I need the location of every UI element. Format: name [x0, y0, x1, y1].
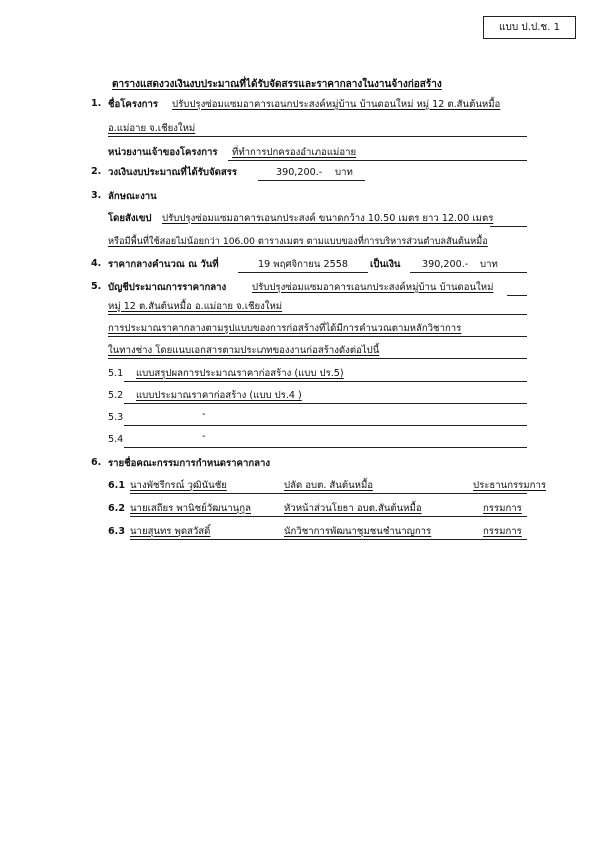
document-title: ตารางแสดงวงเงินงบประมาณที่ได้รับจัดสรรและราคากลางในงานจ้างก่อสร้าง [112, 79, 442, 90]
member-6-2-rule [130, 516, 527, 517]
work-summary-line1: ปรับปรุงซ่อมแซมอาคารเอนกประสงค์ ขนาดกว้าง 10.50 เมตร ยาว 12.00 เมตร [162, 213, 494, 224]
work-summary-line1-rule [490, 226, 527, 227]
member-6-3-name: นายสุนทร พุดสวัสดิ์ [130, 526, 211, 537]
committee-label: รายชื่อคณะกรรมการกำหนดราคากลาง [108, 458, 271, 469]
section-3-number: 3. [91, 190, 102, 201]
attachment-5-1-text: แบบสรุปผลการประมาณราคาก่อสร้าง (แบบ ปร.5) [136, 368, 344, 379]
budget-unit: บาท [335, 167, 353, 178]
estimate-line4: ในทางช่าง โดยแนบเอกสารตามประเภทของงานก่อสร้างดังต่อไปนี้ [108, 345, 380, 356]
member-6-2-name: นายเสถียร พานิชย์วัฒนานุกูล [130, 503, 251, 514]
budget-amount: 390,200.- [276, 167, 323, 178]
member-6-3-rule [130, 539, 527, 540]
attachment-5-4-rule [124, 447, 527, 448]
section-1-number: 1. [91, 98, 102, 109]
member-6-3-number: 6.3 [108, 526, 125, 537]
attachment-5-3-text: - [202, 409, 206, 420]
section-2-number: 2. [91, 166, 102, 177]
reference-date-rule [238, 272, 368, 273]
attachment-5-2-text: แบบประมาณราคาก่อสร้าง (แบบ ปร.4 ) [136, 390, 302, 401]
member-6-2-number: 6.2 [108, 503, 125, 514]
attachment-5-2-number: 5.2 [108, 390, 124, 401]
member-6-3-role: กรรมการ [483, 526, 522, 537]
section-5-number: 5. [91, 281, 102, 292]
work-summary-line2: หรือมีพื้นที่ใช้สอยไม่น้อยกว่า 106.00 ตารางเมตร ตามแบบของที่การบริหารส่วนตำบลสันต้นหมื้อ [108, 236, 488, 247]
agency-label: หน่วยงานเจ้าของโครงการ [108, 147, 218, 158]
member-6-1-role: ประธานกรรมการ [473, 480, 546, 491]
attachment-5-1-number: 5.1 [108, 368, 124, 379]
form-code: แบบ ป.ป.ช. 1 [499, 22, 560, 33]
member-6-1-number: 6.1 [108, 480, 125, 491]
agency-value: ที่ทำการปกครองอำเภอแม่อาย [232, 147, 357, 158]
project-name-label: ชื่อโครงการ [108, 99, 159, 110]
estimate-line1: ปรับปรุงซ่อมแซมอาคารเอนกประสงค์หมู่บ้าน บ้านดอนใหม่ [252, 282, 494, 293]
attachment-5-1-rule [124, 381, 527, 382]
reference-price-money-label: เป็นเงิน [370, 259, 401, 270]
section-4-number: 4. [91, 258, 102, 269]
estimate-line3: การประมาณราคากลางตามรูปแบบของการก่อสร้างที่ได้มีการคำนวณตามหลักวิชาการ [108, 323, 462, 334]
member-6-1-position: ปลัด อบต. สันต้นหมื้อ [284, 480, 374, 491]
project-name-line2-rule [108, 136, 527, 137]
estimate-line2-rule [108, 314, 527, 315]
work-type-label: ลักษณะงาน [108, 191, 157, 202]
estimate-line3-rule [108, 336, 527, 337]
form-code-box [483, 16, 576, 39]
estimate-line2: หมู่ 12 ต.สันต้นหมื้อ อ.แม่อาย จ.เชียงใหม่ [108, 301, 283, 312]
attachment-5-2-rule [124, 403, 527, 404]
reference-price-amount: 390,200.- [422, 259, 469, 270]
reference-price-label: ราคากลางคำนวณ ณ วันที่ [108, 259, 219, 270]
member-6-1-rule [130, 493, 527, 494]
budget-rule [258, 180, 365, 181]
project-name-value-line1: ปรับปรุงซ่อมแซมอาคารเอนกประสงค์หมู่บ้าน บ้านดอนใหม่ หมู่ 12 ต.สันต้นหมื้อ [172, 99, 501, 110]
attachment-5-4-text: - [202, 431, 206, 442]
project-name-value-line2: อ.แม่อาย จ.เชียงใหม่ [108, 123, 196, 134]
estimate-line1-rule [507, 295, 527, 296]
member-6-3-position: นักวิชาการพัฒนาชุมชนชำนาญการ [284, 526, 432, 537]
reference-price-unit: บาท [480, 259, 498, 270]
attachment-5-3-number: 5.3 [108, 412, 124, 423]
member-6-2-position: หัวหน้าส่วนโยธา อบต.สันต้นหมื้อ [284, 503, 422, 514]
section-6-number: 6. [91, 457, 102, 468]
summary-label: โดยสังเขป [108, 213, 152, 224]
estimate-line4-rule [108, 358, 527, 359]
agency-rule [228, 160, 527, 161]
attachment-5-4-number: 5.4 [108, 434, 124, 445]
estimate-label: บัญชีประมาณการราคากลาง [108, 282, 227, 293]
member-6-1-name: นางพัชรีกรณ์ วุฒินันชัย [130, 480, 227, 491]
attachment-5-3-rule [124, 425, 527, 426]
budget-label: วงเงินงบประมาณที่ได้รับจัดสรร [108, 167, 238, 178]
member-6-2-role: กรรมการ [483, 503, 522, 514]
reference-price-date: 19 พฤศจิกายน 2558 [258, 259, 348, 270]
reference-amount-rule [410, 272, 527, 273]
